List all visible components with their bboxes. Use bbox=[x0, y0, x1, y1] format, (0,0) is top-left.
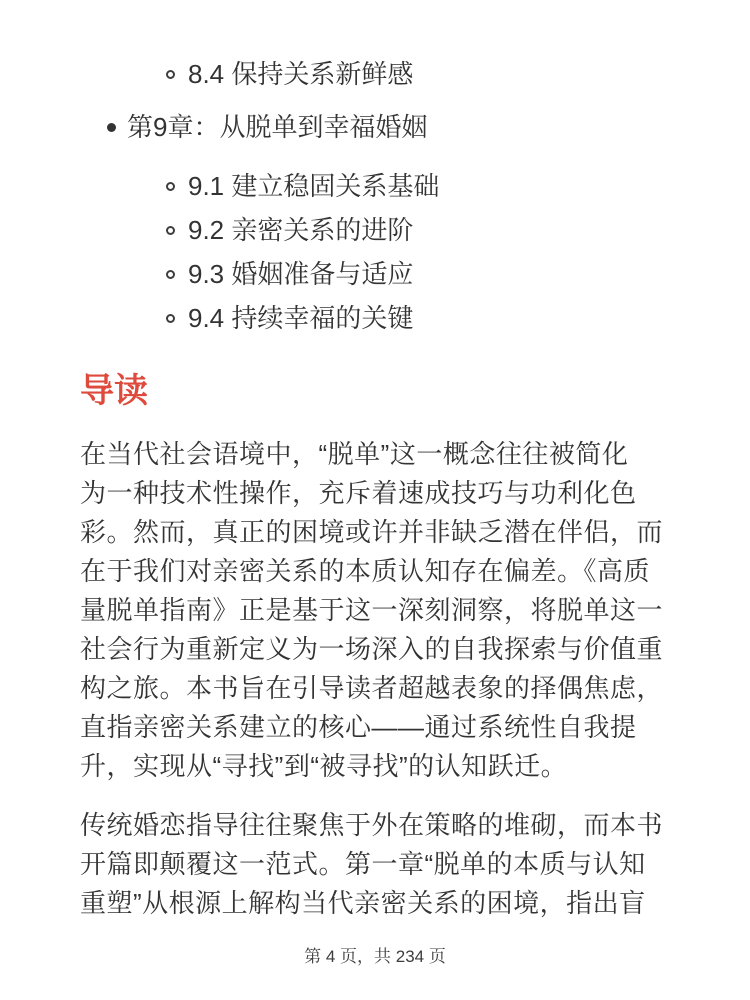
intro-paragraph-1 bbox=[80, 435, 670, 786]
paragraph-line: 彩。然而，真正的困境或许并非缺乏潜在伴侣，而 bbox=[80, 517, 664, 547]
toc-item-label: 9.3 婚姻准备与适应 bbox=[188, 259, 414, 289]
paragraph-line: 升，实现从“寻找”到“被寻找”的认知跃迁。 bbox=[80, 751, 568, 781]
circle-bullet-icon bbox=[166, 70, 175, 79]
circle-bullet-icon bbox=[166, 182, 175, 191]
circle-bullet-icon bbox=[166, 314, 175, 323]
paragraph-line: 社会行为重新定义为一场深入的自我探索与价值重 bbox=[80, 634, 664, 664]
paragraph-line: 为一种技术性操作，充斥着速成技巧与功利化色 bbox=[80, 478, 637, 508]
toc-item-label: 9.1 建立稳固关系基础 bbox=[188, 171, 440, 201]
paragraph-line: 在于我们对亲密关系的本质认知存在偏差。《高质 bbox=[80, 556, 651, 586]
circle-bullet-icon bbox=[166, 270, 175, 279]
toc-item-chapter bbox=[0, 112, 750, 142]
table-of-contents bbox=[0, 0, 750, 333]
disc-bullet-icon bbox=[107, 123, 116, 132]
toc-item bbox=[0, 303, 750, 333]
intro-paragraph-2 bbox=[80, 806, 670, 923]
section-heading: 导读 bbox=[80, 372, 148, 410]
circle-bullet-icon bbox=[166, 226, 175, 235]
toc-item bbox=[0, 171, 750, 201]
toc-item-label: 9.2 亲密关系的进阶 bbox=[188, 215, 414, 245]
toc-item-label: 8.4 保持关系新鲜感 bbox=[188, 59, 414, 89]
paragraph-line: 构之旅。本书旨在引导读者超越表象的择偶焦虑， bbox=[80, 673, 664, 703]
paragraph-line: 重塑”从根源上解构当代亲密关系的困境，指出盲 bbox=[80, 888, 646, 918]
toc-item-label: 第9章：从脱单到幸福婚姻 bbox=[127, 112, 428, 142]
paragraph-line: 直指亲密关系建立的核心——通过系统性自我提 bbox=[80, 712, 637, 742]
toc-item bbox=[0, 259, 750, 289]
paragraph-line: 在当代社会语境中，“脱单”这一概念往往被简化 bbox=[80, 439, 629, 469]
paragraph-line: 量脱单指南》正是基于这一深刻洞察，将脱单这一 bbox=[80, 595, 664, 625]
toc-item bbox=[0, 215, 750, 245]
toc-item bbox=[0, 59, 750, 89]
paragraph-line: 传统婚恋指导往往聚焦于外在策略的堆砌，而本书 bbox=[80, 810, 664, 840]
paragraph-line: 开篇即颠覆这一范式。第一章“脱单的本质与认知 bbox=[80, 849, 646, 879]
page-number-footer: 第 4 页，共 234 页 bbox=[304, 947, 446, 966]
toc-item-label: 9.4 持续幸福的关键 bbox=[188, 303, 414, 333]
